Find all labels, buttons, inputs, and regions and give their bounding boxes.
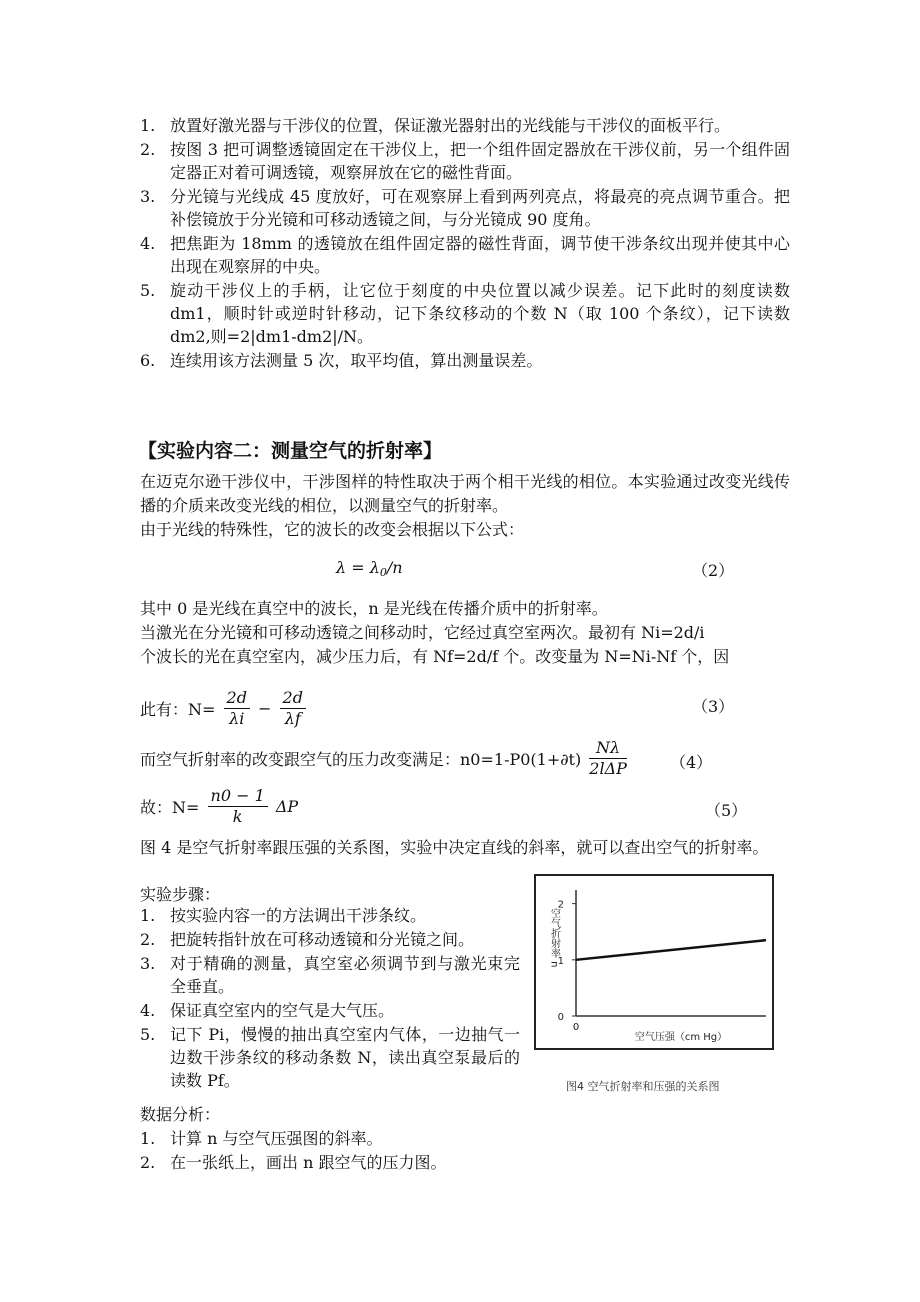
y-axis-label: 空气折射率 n [548, 908, 560, 968]
series-line [576, 940, 766, 960]
procedure-list-1 [140, 114, 790, 373]
item-number: 6. [140, 351, 156, 370]
list-item [140, 138, 790, 184]
list-item [140, 349, 790, 372]
chart-svg [536, 876, 772, 1048]
y-tick-label: 0 [557, 1012, 564, 1023]
item-text: 把旋转指针放在可移动透镜和分光镜之间。 [170, 930, 475, 949]
item-number: 3. [140, 954, 156, 973]
steps-label: 实验步骤： [140, 885, 221, 904]
item-text: 旋动干涉仪上的手柄，让它位于刻度的中央位置以减少误差。记下此时的刻度读数 dm1，顺时针或逆时针移动，记下条纹移动的个数 N（取 100 个条纹），记下读数 dm2,则=2|dm1-dm2|/N。 [170, 281, 790, 346]
y-tick-label: 1 [557, 955, 564, 967]
analysis-list [140, 1127, 790, 1175]
item-text: 把焦距为 18mm 的透镜放在组件固定器的磁性背面，调节使干涉条纹出现并使其中心出现在观察屏的中央。 [170, 234, 790, 276]
item-number: 4. [140, 234, 156, 253]
analysis-label: 数据分析： [140, 1105, 221, 1124]
wavelength-note: 其中 0 是光线在真空中的波长，n 是光线在传播介质中的折射率。 [140, 599, 608, 618]
intro-paragraph: 在迈克尔逊干涉仪中，干涉图样的特性取决于两个相干光线的相位。本实验通过改变光线传播的介质来改变光线的相位，以测量空气的折射率。 [140, 472, 790, 515]
item-number: 5. [140, 281, 156, 300]
item-text: 放置好激光器与干涉仪的位置，保证激光器射出的光线能与干涉仪的面板平行。 [170, 116, 731, 135]
list-item [140, 904, 520, 927]
item-text: 对于精确的测量，真空室必须调节到与激光束完全垂直。 [170, 954, 520, 996]
item-number: 5. [140, 1025, 156, 1044]
item-number: 1. [140, 1129, 156, 1148]
item-number: 2. [140, 930, 156, 949]
x-tick-label: 0 [572, 1022, 580, 1033]
item-text: 在一张纸上，画出 n 跟空气的压力图。 [170, 1153, 447, 1172]
item-text: 按图 3 把可调整透镜固定在干涉仪上，把一个组件固定器放在干涉仪前，另一个组件固定器正对着可调透镜，观察屏放在它的磁性背面。 [170, 140, 790, 182]
equation-2: $\lambda = \lambda_0/n$ （2） [336, 558, 735, 580]
list-item [140, 1023, 520, 1092]
formula-intro: 由于光线的特殊性，它的波长的改变会根据以下公式： [140, 520, 525, 539]
list-item [140, 114, 790, 137]
item-number: 1. [140, 906, 156, 925]
item-number: 1. [140, 116, 156, 135]
item-text: 连续用该方法测量 5 次，取平均值，算出测量误差。 [170, 351, 543, 370]
list-item [140, 279, 790, 348]
item-text: 保证真空室内的空气是大气压。 [170, 1001, 395, 1020]
equation-3: 此有：N= $\frac{2d}{\lambda i}$ − $\frac{2d}{\lambda f}$ （3） [140, 688, 735, 728]
list-item [140, 1151, 790, 1174]
list-item [140, 952, 520, 998]
list-item [140, 1127, 790, 1150]
x-axis-label: 空气压强（cm Hg） [634, 1032, 728, 1043]
y-tick-label: 2 [557, 899, 564, 911]
list-item [140, 999, 520, 1022]
item-number: 4. [140, 1001, 156, 1020]
item-text: 计算 n 与空气压强图的斜率。 [170, 1129, 383, 1148]
list-item [140, 232, 790, 278]
item-text: 按实验内容一的方法调出干涉条纹。 [170, 906, 427, 925]
list-item [140, 185, 790, 231]
item-number: 3. [140, 187, 156, 206]
equation-4: 而空气折射率的改变跟空气的压力改变满足：n0=1-P0(1+∂t) $\frac{N\lambda}{\text{2lΔP}}$ （4） [140, 738, 713, 778]
figure-reference: 图 4 是空气折射率跟压强的关系图，实验中决定直线的斜率，就可以查出空气的折射率。 [140, 838, 769, 857]
item-number: 2. [140, 140, 156, 159]
chamber-text-a: 当激光在分光镜和可移动透镜之间移动时，它经过真空室两次。最初有 Ni=2d/i [140, 623, 705, 642]
item-text: 分光镜与光线成 45 度放好，可在观察屏上看到两列亮点，将最亮的亮点调节重合。把补偿镜放于分光镜和可移动透镜之间，与分光镜成 90 度角。 [170, 187, 790, 229]
item-number: 2. [140, 1153, 156, 1172]
figure-caption: 图4 空气折射率和压强的关系图 [566, 1080, 720, 1093]
refractive-index-chart [534, 874, 774, 1050]
list-item [140, 928, 520, 951]
procedure-list-2 [140, 904, 520, 1093]
section-heading: 【实验内容二：测量空气的折射率】 [138, 440, 443, 462]
item-text: 记下 Pi，慢慢的抽出真空室内气体，一边抽气一边数干涉条纹的移动条数 N，读出真空泵最后的读数 Pf。 [170, 1025, 520, 1090]
chamber-text-b: 个波长的光在真空室内，减少压力后，有 Nf=2d/f 个。改变量为 N=Ni-Nf 个，因 [140, 647, 730, 666]
equation-5: 故：N= $\frac{n0 - 1}{k}$ ΔP （5） [140, 786, 748, 826]
